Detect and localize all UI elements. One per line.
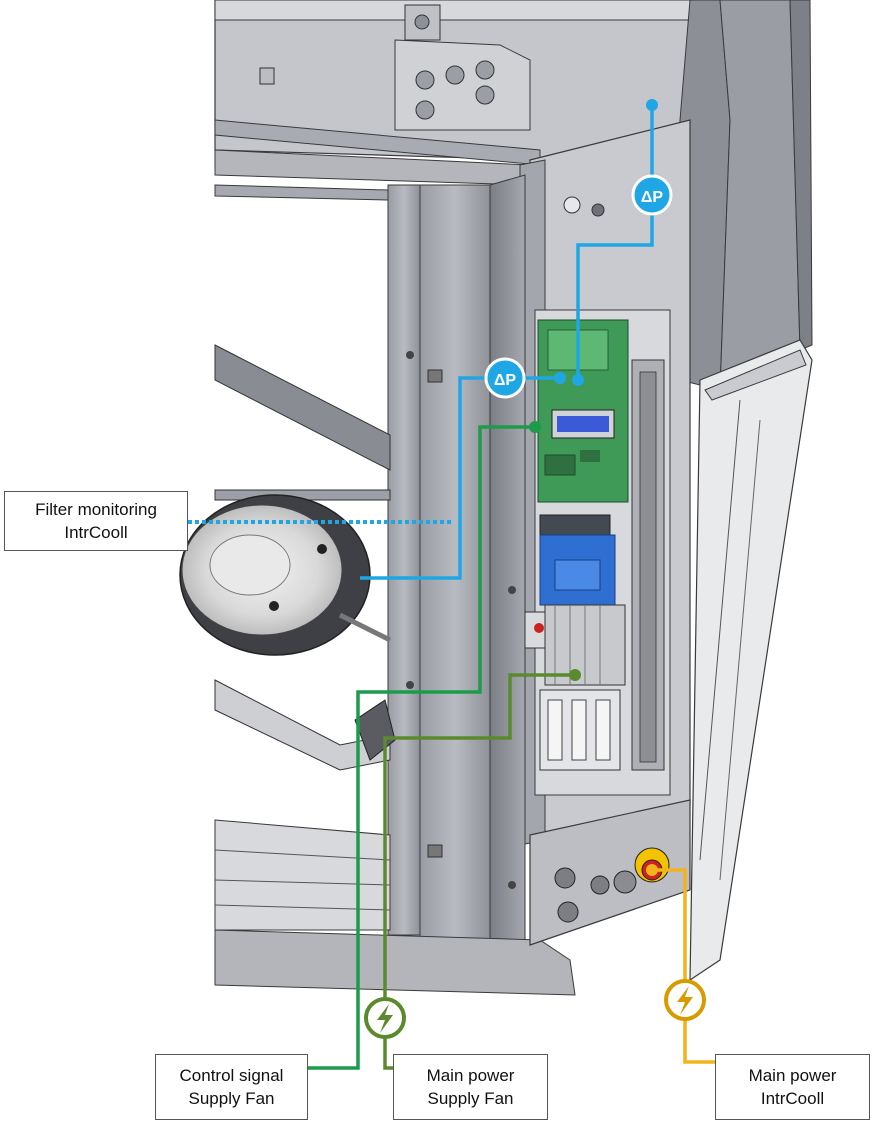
power-intrcooll-icon xyxy=(666,981,704,1019)
pressure-badge-mid xyxy=(486,359,524,397)
pressure-badge-top xyxy=(633,176,671,214)
main-power-supply-fan-callout xyxy=(393,1054,548,1120)
main-power-fan-dot xyxy=(569,669,581,681)
control-board-dot xyxy=(529,421,541,433)
main-power-fan-line2: Supply Fan xyxy=(427,1089,514,1108)
control-signal-line2: Supply Fan xyxy=(188,1089,275,1108)
power-fan-icon xyxy=(366,999,404,1037)
pressure-board-dot-1 xyxy=(572,374,584,386)
filter-monitoring-line1: Filter monitoring xyxy=(35,500,157,519)
main-power-fan-line1: Main power xyxy=(426,1066,515,1085)
main-power-intrcooll-dot xyxy=(646,864,658,876)
pressure-badge-top-label: ΔP xyxy=(640,189,664,206)
control-signal-line1: Control signal xyxy=(179,1066,284,1085)
filter-monitoring-callout xyxy=(4,491,188,551)
terminal-block xyxy=(525,515,625,770)
pressure-sensor-top-dot xyxy=(646,99,658,111)
control-signal-callout xyxy=(155,1054,308,1120)
main-power-intrcooll-line2: IntrCooll xyxy=(760,1089,825,1108)
pressure-badge-mid-label: ΔP xyxy=(493,372,517,389)
main-power-intrcooll-callout xyxy=(715,1054,870,1120)
main-power-intrcooll-line1: Main power xyxy=(748,1066,837,1085)
unit-housing xyxy=(180,0,812,995)
filter-monitoring-line2: IntrCooll xyxy=(64,523,128,542)
pressure-board-dot-2 xyxy=(554,372,566,384)
